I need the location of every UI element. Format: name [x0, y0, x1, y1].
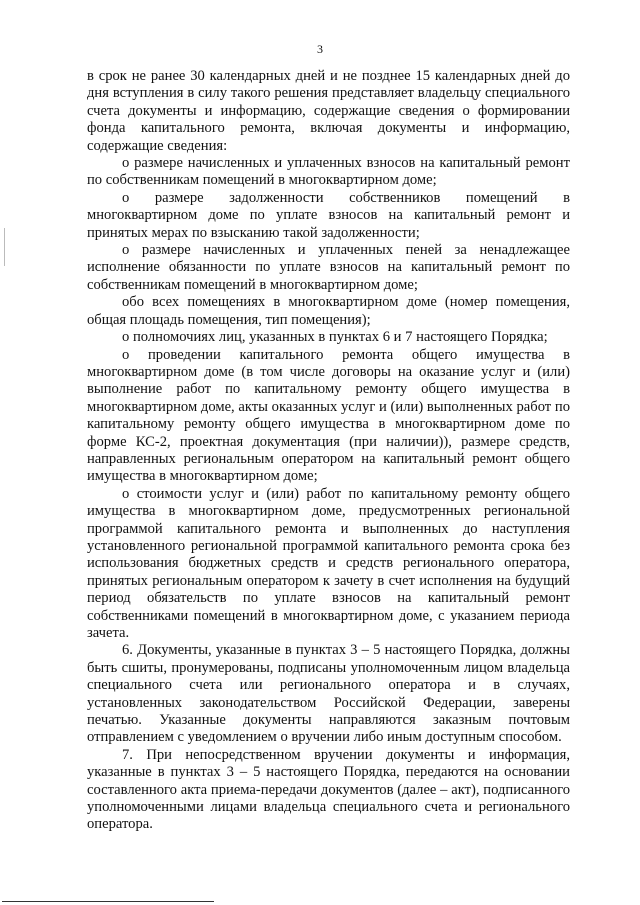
clause-7: 7. При непосредственном вручении документы и информация, указанные в пунктах 3 – 5 настоящего Порядка, передаются на основании составленного акта приема-передачи документов (далее – акт), подписанного уполномоченными лицами владельца специального счета и регионального оператора.	[87, 746, 570, 833]
list-item-premises: обо всех помещениях в многоквартирном доме (номер помещения, общая площадь помещения, тип помещения);	[87, 294, 570, 328]
list-item-repair-works: о проведении капитального ремонта общего имущества в многоквартирном доме (в том числе договоры на оказание услуг и (или) выполнение работ по капитальному ремонту общего имущества в многоквартирном доме, акты оказанных услуг и (или) выполненных работ по капитальному ремонту общего имущества в многоквартирном доме по форме КС-2, проектная документация (при наличии)), размере средств, направленных региональным оператором на капитальный ремонт общего имущества в многоквартирном доме;	[87, 346, 570, 485]
list-item-penalties: о размере начисленных и уплаченных пеней за ненадлежащее исполнение обязанности по уплате взносов на капитальный ремонт по собственникам помещений в многоквартирном доме;	[87, 242, 570, 293]
document-body	[87, 68, 570, 834]
list-item-paid-contributions: о размере начисленных и уплаченных взносов на капитальный ремонт по собственникам помещений в многоквартирном доме;	[87, 155, 570, 189]
paragraph-intro: в срок не ранее 30 календарных дней и не позднее 15 календарных дней до дня вступления в силу такого решения представляет владельцу специального счета документы и информацию, содержащие сведения о формировании фонда капитального ремонта, включая документы и информацию, содержащие сведения:	[87, 68, 570, 154]
page-number: 3	[317, 42, 323, 56]
list-item-debt: о размере задолженности собственников помещений в многоквартирном доме по уплате взносов на капитальный ремонт и принятых мерах по взысканию такой задолженности;	[87, 189, 570, 241]
list-item-authorities: о полномочиях лиц, указанных в пунктах 6 и 7 настоящего Порядка;	[122, 329, 548, 346]
footnote-separator	[2, 901, 214, 902]
scan-edge-mark	[4, 228, 5, 266]
list-item-cost-offset: о стоимости услуг и (или) работ по капитальному ремонту общего имущества в многоквартирном доме, предусмотренных региональной программой капитального ремонта и выполненных до наступления установленного региональной программой капитального ремонта срока без использования бюджетных средств и средств регионального оператора, принятых региональным оператором к зачету в счет исполнения на будущий период обязательств по уплате взносов на капитальный ремонт собственниками помещений в многоквартирном доме, с указанием периода зачета.	[87, 485, 570, 641]
clause-6: 6. Документы, указанные в пунктах 3 – 5 настоящего Порядка, должны быть сшиты, пронумерованы, подписаны уполномоченным лицом владельца специального счета или регионального оператора и в случаях, установленных законодательством Российской Федерации, заверены печатью. Указанные документы направляются заказным почтовым отправлением с уведомлением о вручении либо иным доступным способом.	[87, 642, 570, 746]
